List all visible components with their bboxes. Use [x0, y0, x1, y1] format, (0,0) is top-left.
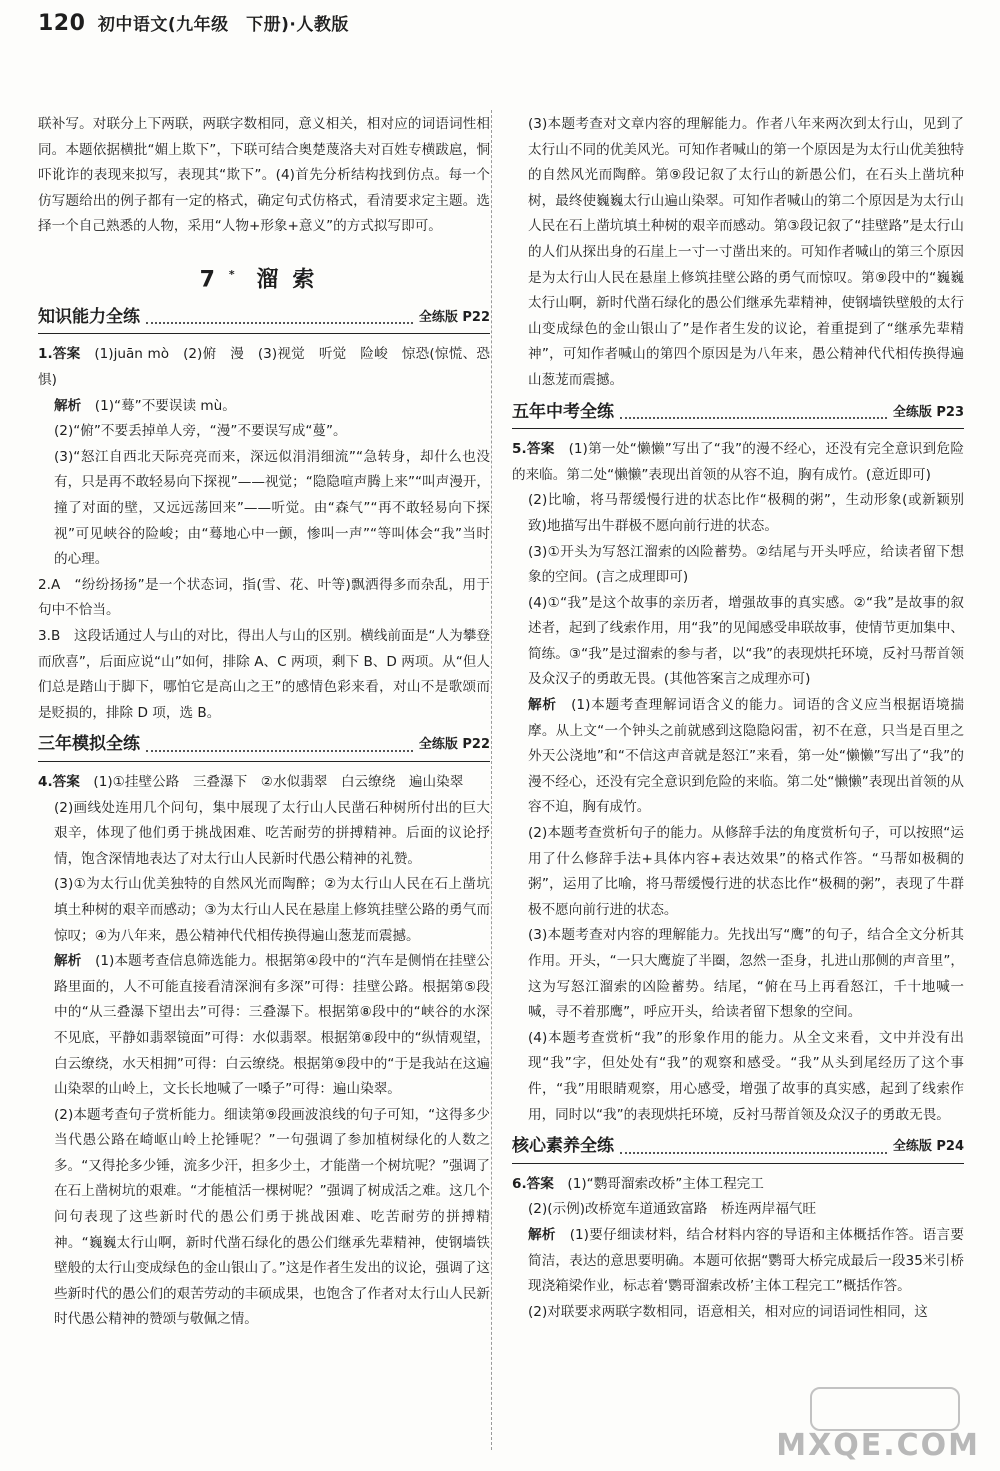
book-title: 初中语文(九年级 下册)·人教版 — [97, 15, 349, 35]
answer-text: (1)第一处“懒懒”写出了“我”的漫不经心，还没有完全意识到危险的来临。第二处“懒懒”表现出首领的从容不迫，胸有成竹。(意近即可) — [512, 441, 965, 483]
section-title: 核心素养全练 — [512, 1136, 614, 1157]
analysis-4-3: (3)本题考查对文章内容的理解能力。作者八年来两次到太行山，见到了太行山不同的优美风光。可知作者喊山的第一个原因是为太行山优美独特的自然风光而陶醉。第⑨段记叙了太行山的新愚公们，在石头上凿坑种树，最终使巍巍太行山遍山染翠。可知作者喊山的第二个原因是为太行山人民在石上凿坑填土种树的艰辛而感动。第③段记叙了“挂壁路”是太行山的人们从探出身的石崖上一寸一寸凿出来的。可知作者喊山的第三个原因是为太行山人民在悬崖上修筑挂壁公路的勇气而惊叹。第⑨段中的“巍巍太行山啊，新时代凿石绿化的愚公们继承先辈精神，使钢墙铁壁般的太行山变成绿色的金山银山了”是作者生发的议论，着重提到了“继承先辈精神”，可知作者喊山的第四个原因是为八年来，愚公精神代代相传换得遍山葱茏而震撼。 — [528, 116, 964, 388]
analysis-5 — [512, 693, 964, 821]
page-header — [38, 10, 349, 36]
answer-4-2: (2)画线处连用几个问句，集中展现了太行山人民凿石种树所付出的巨大艰辛，体现了他们勇于挑战困难、吃苦耐劳的拼搏精神。后面的议论抒情，饱含深情地表达了对太行山人民新时代愚公精神的礼赞。 — [54, 799, 490, 867]
section-ref: 全练版 P22 — [418, 737, 490, 753]
section-header — [38, 305, 490, 335]
question-number: 4.答案 — [38, 773, 80, 790]
dotted-leader — [620, 1152, 887, 1154]
dotted-leader — [146, 322, 413, 324]
analysis-6-2: (2)对联要求两联字数相同，语意相关，相对应的词语词性相同，这 — [528, 1303, 928, 1320]
section-ref: 全练版 P24 — [892, 1139, 964, 1155]
answer-6-2: (2)(示例)改桥宽车道通致富路 桥连两岸福气旺 — [528, 1201, 817, 1218]
dotted-leader — [146, 750, 413, 752]
analysis-tag: 解析 — [528, 1226, 556, 1243]
section-title: 三年模拟全练 — [38, 734, 140, 755]
answer-1 — [38, 342, 490, 393]
question-number: 1.答案 — [38, 346, 81, 363]
analysis-5-4: (4)本题考查赏析“我”的形象作用的能力。从全文来看，文中并没有出现“我”字，但处处有“我”的观察和感受。“我”从头到尾经历了这个事件，“我”用眼睛观察，用心感受，增强了故事的真实感，起到了线索作用，同时以“我”的表现烘托环境，反衬马帮首领及众汉子的勇敢无畏。 — [528, 1029, 964, 1123]
analysis-tag: 解析 — [528, 697, 557, 714]
answer-5 — [512, 437, 964, 488]
dotted-leader — [620, 417, 887, 419]
answer-5-3: (3)①开头为写怒江溜索的凶险蓄势。②结尾与开头呼应，给读者留下想象的空间。(言之成理即可) — [528, 543, 964, 586]
answer-4 — [38, 770, 490, 796]
question-number: 6.答案 — [512, 1175, 554, 1192]
section-header — [512, 1134, 964, 1164]
section-ref: 全练版 P22 — [418, 309, 490, 325]
analysis-tag: 解析 — [54, 953, 82, 970]
lesson-mark: * — [228, 267, 235, 281]
answer-text: (1)juān mò (2)俯 漫 (3)视觉 听觉 险峻 惊恐(惊慌、恐惧) — [38, 346, 490, 389]
left-column — [38, 112, 490, 1333]
section-ref: 全练版 P23 — [892, 404, 964, 420]
lesson-number: 7 — [199, 267, 229, 293]
analysis-6 — [512, 1223, 964, 1300]
answer-4-3: (3)①为太行山优美独特的自然风光而陶醉；②为太行山人民在石上凿坑填土种树的艰辛而感动；③为太行山人民在悬崖上修筑挂壁公路的勇气而惊叹；④为八年来，愚公精神代代相传换得遍山葱茏而震撼。 — [54, 876, 490, 944]
watermark-logo — [810, 1387, 960, 1431]
section-title: 五年中考全练 — [512, 401, 614, 422]
right-column — [512, 112, 964, 1325]
answer-5-4: (4)①“我”是这个故事的亲历者，增强故事的真实感。②“我”是故事的叙述者，起到了线索作用，用“我”的见闻感受串联故事，使情节更加集中、简练。③“我”是过溜索的参与者，以“我”的表现烘托环境，反衬马帮首领及众汉子的勇敢无畏。(其他答案言之成理亦可) — [528, 594, 964, 688]
answer-5-2: (2)比喻，将马帮缓慢行进的状态比作“极稠的粥”，生动形象(或新颖别致)地描写出牛群极不愿向前行进的状态。 — [528, 492, 964, 534]
analysis-1 — [38, 394, 490, 420]
intro-paragraph: 联补写。对联分上下两联，两联字数相同，意义相关，相对应的词语词性相同。本题依据横批“媚上欺下”，下联可结合奥楚蔑洛夫对百姓专横跋扈，恫吓讹诈的表现来拟写，表现其“欺下”。(4)首先分析结构找到仿点。每一个仿写题给出的例子都有一定的格式，确定句式仿格式，看清要求定主题。选择一个自己熟悉的人物，采用“人物+形象+意义”的方式拟写即可。 — [38, 116, 490, 235]
answer-2: 2.A “纷纷扬扬”是一个状态词，指(雪、花、叶等)飘洒得多而杂乱，用于句中不恰当。 — [38, 576, 490, 619]
section-header — [38, 732, 490, 762]
analysis-text: (1)“蓦”不要误读 mù。 — [94, 397, 236, 414]
section-title: 知识能力全练 — [38, 306, 140, 327]
question-number: 5.答案 — [512, 441, 555, 458]
watermark-text: MXQE.COM — [776, 1428, 980, 1463]
answer-text: (1)①挂壁公路 三叠瀑下 ②水似翡翠 白云缭绕 遍山染翠 — [93, 773, 464, 790]
lesson-title — [38, 262, 490, 293]
analysis-1-3: (3)“怒江自西北天际亮亮而来，深远似涓涓细流”“急转身，却什么也没有，只是再不敢轻易向下探视”——视觉；“隐隐喧声腾上来”“叫声漫开，撞了对面的壁，又远远荡回来”——听觉。由“森气”“再不敢轻易向下探视”可见峡谷的险峻；由“蓦地心中一颤，惨叫一声”“等叫体会“我”当时的心理。 — [54, 448, 490, 568]
analysis-text: (1)要仔细读材料，结合材料内容的导语和主体概括作答。语言要简洁，表达的意思要明确。本题可依据“鹦哥大桥完成最后一段35米引桥现浇箱梁作业，标志着‘鹦哥溜索改桥’主体工程完工”概括作答。 — [528, 1226, 965, 1295]
answer-6 — [512, 1172, 964, 1198]
analysis-text: (1)本题考查理解词语含义的能力。词语的含义应当根据语境揣摩。从上文“一个钟头之前就感到这隐隐闷雷，初不在意，只当是百里之外天公浇地”和“不信这声音就是怒江”来看，第一处“懒懒”写出了“我”的漫不经心，还没有完全意识到危险的来临。第二处“懒懒”表现出首领的从容不迫，胸有成竹。 — [528, 697, 965, 816]
page-number: 120 — [38, 11, 86, 36]
lesson-name: 溜索 — [256, 267, 329, 293]
answer-3: 3.B 这段话通过人与山的对比，得出人与山的区别。横线前面是“人为攀登而欣喜”，后面应说“山”如何，排除 A、C 两项，剩下 B、D 两项。从“但人们总是踏山于脚下，哪怕它是高山之王”的感情色彩来看，对山不是歌颂而是贬损的，排除 D 项，选 B。 — [38, 628, 490, 721]
analysis-5-3: (3)本题考查对内容的理解能力。先找出写“鹰”的句子，结合全文分析其作用。开头，“一只大鹰旋了半圈，忽然一歪身，扎进山那侧的声音里”，这为写怒江溜索的凶险蓄势。结尾，“俯在马上再看怒江，千十地喊一喊，寻不着那鹰”，呼应开头，给读者留下想象的空间。 — [528, 927, 964, 1021]
analysis-text: (1)本题考查信息筛选能力。根据第④段中的“汽车是侧悄在挂壁公路里面的，人不可能直接看清深涧有多深”可得：挂壁公路。根据第⑤段中的“从三叠瀑下望出去”可得：三叠瀑下。根据第⑧段中的“峡谷的水深不见底，平静如翡翠镜面”可得：水似翡翠。根据第⑧段中的“纵情观望，白云缭绕，水天相拥”可得：白云缭绕。根据第⑨段中的“于是我站在这遍山染翠的山岭上，文长长地喊了一嗓子”可得：遍山染翠。 — [54, 953, 491, 1098]
section-header — [512, 400, 964, 430]
analysis-5-2: (2)本题考查赏析句子的能力。从修辞手法的角度赏析句子，可以按照“运用了什么修辞手法+具体内容+表达效果”的格式作答。“马帮如极稠的粥”，运用了比喻，将马帮缓慢行进的状态比作“极稠的粥”，表现了牛群极不愿向前行进的状态。 — [528, 825, 964, 918]
column-divider — [491, 110, 492, 1450]
answer-text: (1)“鹦哥溜索改桥”主体工程完工 — [567, 1175, 764, 1192]
analysis-4 — [38, 949, 490, 1103]
analysis-4-2: (2)本题考查句子赏析能力。细读第⑨段画波浪线的句子可知，“这得多少当代愚公路在崎岖山岭上抡锤呢？”一句强调了参加植树绿化的人数之多。“又得抡多少锤，流多少汗，担多少土，才能凿一个树坑呢？”强调了在石上凿树坑的艰难。“才能植活一棵树呢？”强调了树成活之难。这几个问句表现了这些新时代的愚公们勇于挑战困难、吃苦耐劳的拼搏精神。“巍巍太行山啊，新时代凿石绿化的愚公们继承先辈精神，使钢墙铁壁般的太行山变成绿色的金山银山了。”这是作者生发出的议论，强调了这些新时代的愚公们的艰苦劳动的丰硕成果，也饱含了作者对太行山人民新时代愚公精神的赞颂与敬佩之情。 — [54, 1106, 490, 1328]
analysis-tag: 解析 — [54, 397, 82, 414]
analysis-1-2: (2)“俯”不要丢掉单人旁，“漫”不要误写成“蔓”。 — [54, 423, 347, 440]
